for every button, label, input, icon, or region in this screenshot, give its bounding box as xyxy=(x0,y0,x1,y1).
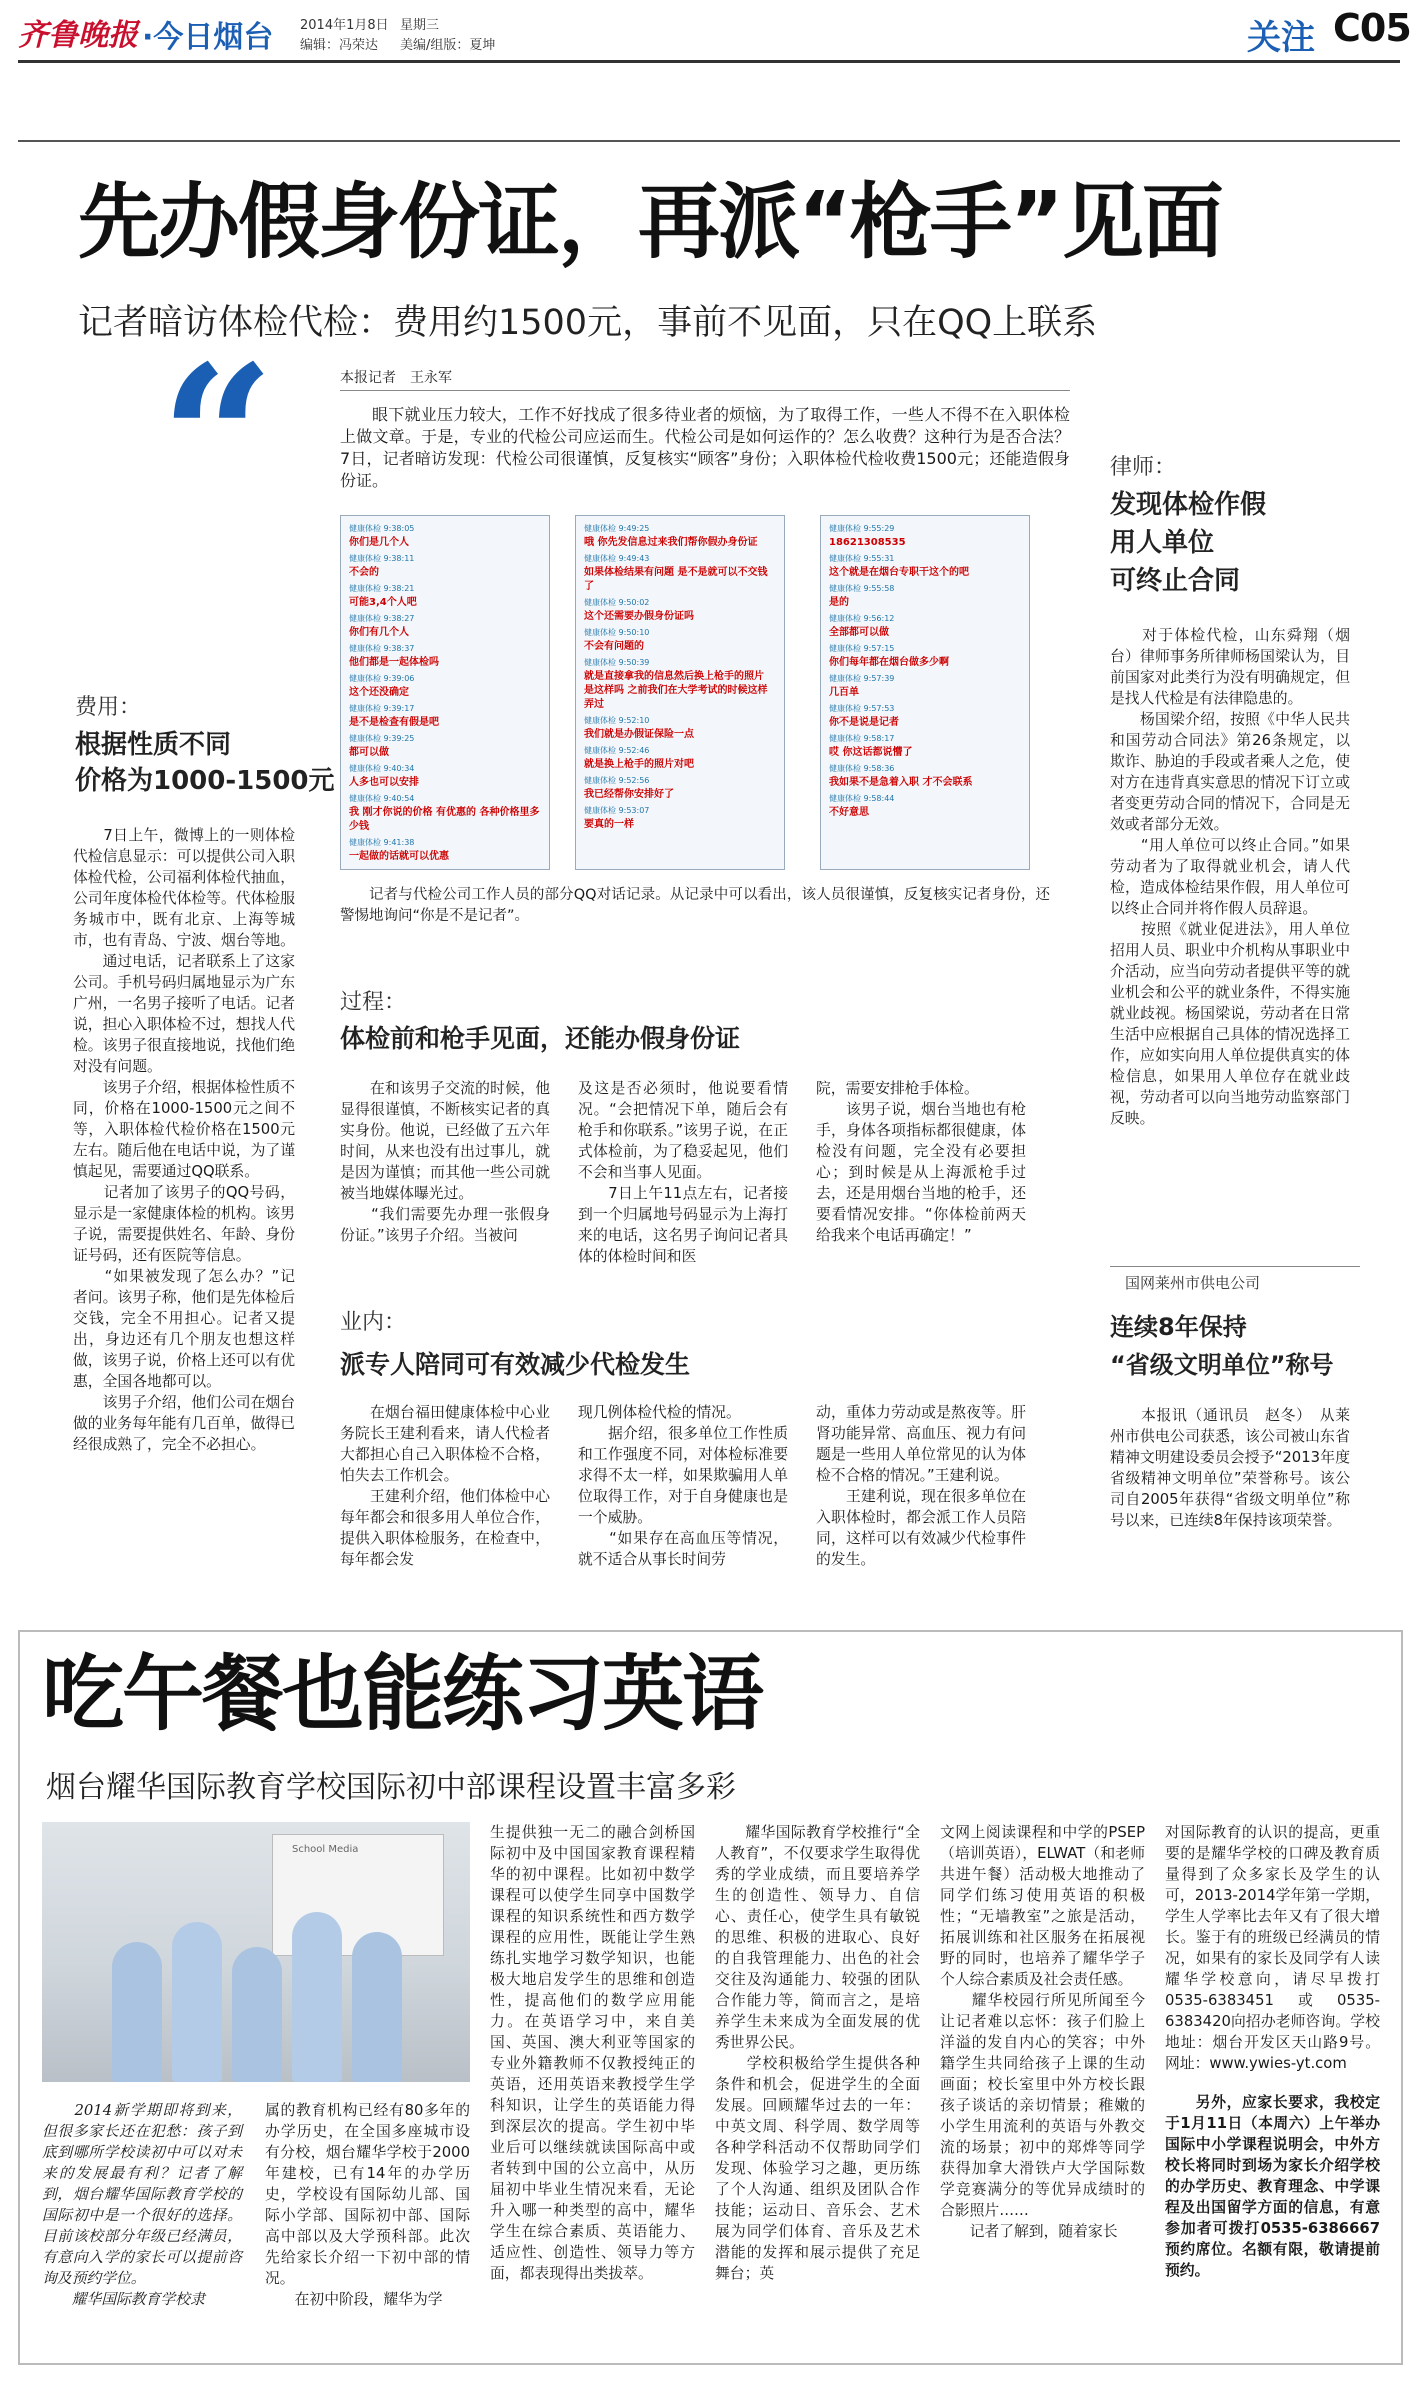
process-title: 体检前和枪手见面，还能办假身份证 xyxy=(340,1024,741,1053)
photo-caption: 记者与代检公司工作人员的部分QQ对话记录。从记录中可以看出，该人员很谨慎，反复核实记者身份，还警惕地询问“你是不是记者”。 xyxy=(340,887,1050,924)
school-col-2: 生提供独一无二的融合剑桥国际初中及中国国家教育课程精华的初中课程。比如初中数学课程可以使学生同享中国数学课程的知识系统性和西方数学课程的应用性，既能让学生熟练扎实地学习数学知识，也能极大地启发学生的思维和创造性，提高他们的数学应用能力。在英语学习中，来自美国、英国、澳大利亚等国家的专业外籍教师不仅教授纯正的英语，还用英语来教授学生学科知识，让学生的英语能力得到深层次的提高。学生初中毕业后可以继续就读国际高中或者转到中国的公立高中，从历届初中毕业生情况来看，无论升入哪一种类型的高中，耀华学生在综合素质、英语能力、适应性、创造性、领导力等方面，都表现得出类拔萃。 xyxy=(490,1824,695,2282)
designer-credit: 美编/组版：夏坤 xyxy=(400,38,496,53)
chat-text: 我已经帮你安排好了 xyxy=(584,789,674,800)
chat-text: 要真的一样 xyxy=(584,819,634,830)
lawyer-text: 对于体检代检，山东舜翔（烟台）律师事务所律师杨国梁认为，目前国家对此类行为没有明确规定，但是找人代检是有法律隐患的。 杨国梁介绍，按照《中华人民共和国劳动合同法》第26条规定，以欺诈、胁迫的手段或者乘人之危，使对方在违背真实意思的情况下订立或者变更劳动合同的情况下，合同是无效或者部分无效。 “用人单位可以终止合同。”如果劳动者为了取得就业机会，请人代检，造成体检结果作假，用人单位可以终止合同并将作假人员辞退。 按照《就业促进法》，用人单位招用人员、职业中介机构从事职业中介活动，应当向劳动者提供平等的就业机会和公平的就业条件，不得实施就业歧视。杨国梁说，劳动者在日常生活中应根据自己具体的情况选择工作，应如实向用人单位提供真实的体检信息，如果用人单位存在就业歧视，劳动者可以向当地劳动监察部门反映。 xyxy=(1110,627,1350,1127)
chat-text: 这个还需要办假身份证吗 xyxy=(584,611,694,622)
chat-text: 人多也可以安排 xyxy=(349,777,419,788)
chat-message xyxy=(349,762,541,790)
chat-sender: 健康体检 9:55:58 xyxy=(829,584,895,593)
student-figure xyxy=(292,1912,342,2082)
byline: 本报记者 王永军 xyxy=(340,370,452,386)
photo-students xyxy=(102,1912,422,2082)
process-col-1: 在和该男子交流的时候，他显得很谨慎，不断核实记者的真实身份。他说，已经做了五六年时间，从来也没有出过事儿，就是因为谨慎；而其他一些公司就被当地媒体曝光过。 “我们需要先办理一张假身份证。”该男子介绍。当被问 xyxy=(340,1080,550,1244)
chat-message xyxy=(349,672,541,700)
chat-message xyxy=(349,836,541,864)
school-col-1b: 属的教育机构已经有80多年的办学历史，在全国多座城市设有分校，烟台耀华学校于2000年建校，已有14年的办学历史，学校设有国际幼儿部、国际小学部、国际初中部、国际高中部以及大学预科部。此次先给家长介绍一下初中部的情况。 在初中阶段，耀华为学 xyxy=(265,2102,470,2308)
chat-sender: 健康体检 9:40:34 xyxy=(349,764,415,773)
chat-sender: 健康体检 9:50:10 xyxy=(584,628,650,637)
chat-text: 几百单 xyxy=(829,687,859,698)
industry-col-1: 在烟台福田健康体检中心业务院长王建利看来，请人代检者大都担心自己入职体检不合格，怕失去工作机会。 王建利介绍，他们体检中心每年都会和很多用人单位合作，提供入职体检服务，在检查中，每年都会发 xyxy=(340,1404,550,1568)
chat-sender: 健康体检 9:49:43 xyxy=(584,554,650,563)
chat-sender: 健康体检 9:39:06 xyxy=(349,674,415,683)
chat-sender: 健康体检 9:50:39 xyxy=(584,658,650,667)
chat-text: 不会的 xyxy=(349,567,379,578)
student-figure xyxy=(172,1922,222,2082)
chat-sender: 健康体检 9:39:17 xyxy=(349,704,415,713)
chat-message xyxy=(829,792,1021,820)
chat-sender: 健康体检 9:50:02 xyxy=(584,598,650,607)
fee-title-line2: 价格为1000-1500元 xyxy=(75,766,335,796)
brief-text: 本报讯（通讯员 赵冬） 从莱州市供电公司获悉，该公司被山东省精神文明建设委员会授予“2013年度省级精神文明单位”荣誉称号。该公司自2005年获得“省级文明单位”称号以来，已连续8年保持该项荣誉。 xyxy=(1110,1407,1350,1529)
chat-message xyxy=(349,792,541,834)
chat-message xyxy=(349,552,541,580)
fee-title-line1: 根据性质不同 xyxy=(75,730,232,760)
brief-rule xyxy=(1110,1266,1360,1267)
lawyer-label: 律师： xyxy=(1110,455,1177,480)
chat-screenshot-2 xyxy=(575,515,785,870)
chat-sender: 健康体检 9:58:36 xyxy=(829,764,895,773)
brief-title-line2: “省级文明单位”称号 xyxy=(1110,1351,1334,1379)
chat-sender: 健康体检 9:38:37 xyxy=(349,644,415,653)
chat-text: 你们有几个人 xyxy=(349,627,409,638)
process-col-2: 及这是否必须时，他说要看情况。“会把情况下单，随后会有枪手和你联系。”该男子说，在正式体检前，为了稳妥起见，他们不会和当事人见面。 7日上午11点左右，记者接到一个归属地号码显示为上海打来的电话，这名男子询问记者具体的体检时间和医 xyxy=(578,1080,788,1265)
chat-text: 我 刚才你说的价格 有优惠的 各种价格里多少钱 xyxy=(349,807,540,832)
subheadline: 记者暗访体检代检：费用约1500元，事前不见面，只在QQ上联系 xyxy=(78,303,1098,343)
chat-text: 可能3,4个人吧 xyxy=(349,597,417,608)
student-figure xyxy=(352,1932,402,2082)
chat-text: 一起做的话就可以优惠 xyxy=(349,851,449,862)
chat-message xyxy=(584,596,776,624)
chat-message xyxy=(829,522,1021,550)
chat-sender: 健康体检 9:57:39 xyxy=(829,674,895,683)
chat-text: 全部都可以做 xyxy=(829,627,889,638)
chat-text: 不会有问题的 xyxy=(584,641,644,652)
chat-message xyxy=(584,804,776,832)
chat-text: 就是直接拿我的信息然后换上枪手的照片 是这样吗 之前我们在大学考试的时候这样弄过 xyxy=(584,671,768,710)
chat-sender: 健康体检 9:56:12 xyxy=(829,614,895,623)
chat-message xyxy=(584,656,776,712)
school-col-3: 耀华国际教育学校推行“全人教育”，不仅要求学生取得优秀的学业成绩，而且要培养学生的创造性、领导力、自信心、责任心，使学生具有敏锐的思维、积极的进取心、良好的自我管理能力、出色的社会交往及沟通能力、较强的团队合作能力等，简而言之，是培养学生未来成为全面发展的优秀世界公民。 学校积极给学生提供各种条件和机会，促进学生的全面发展。回顾耀华过去的一年：中英文周、科学周、数学周等各种学科活动不仅帮助同学们发现、体验学习之趣，更历练了个人沟通、组织及团队合作技能；运动日、音乐会、艺术展为同学们体育、音乐及艺术潜能的发挥和展示提供了充足舞台；英 xyxy=(715,1824,920,2282)
lead-paragraph: 眼下就业压力较大，工作不好找成了很多待业者的烦恼，为了取得工作，一些人不得不在入职体检上做文章。于是，专业的代检公司应运而生。代检公司是如何运作的？怎么收费？这种行为是否合法？7日，记者暗访发现：代检公司很谨慎，反复核实“顾客”身份；入职体检代检收费1500元；还能造假身份证。 xyxy=(340,405,1070,490)
chat-sender: 健康体检 9:58:17 xyxy=(829,734,895,743)
chat-sender: 健康体检 9:55:31 xyxy=(829,554,895,563)
lawyer-title-line1: 发现体检作假 xyxy=(1110,490,1267,520)
photo-sign-text: School Media xyxy=(292,1844,359,1855)
brief-org: 国网莱州市供电公司 xyxy=(1125,1274,1261,1292)
chat-text: 哎 你这话都说懵了 xyxy=(829,747,913,758)
chat-sender: 健康体检 9:38:05 xyxy=(349,524,415,533)
process-label: 过程： xyxy=(340,990,407,1015)
chat-sender: 健康体检 9:58:44 xyxy=(829,794,895,803)
student-figure xyxy=(112,1942,162,2082)
column-name: 关注 xyxy=(1247,18,1315,58)
brief-title-line1: 连续8年保持 xyxy=(1110,1313,1247,1341)
quote-mark: “ xyxy=(160,322,276,557)
section-name: ·今日烟台 xyxy=(142,20,274,55)
lawyer-title-line2: 用人单位 xyxy=(1110,528,1215,558)
fee-label: 费用： xyxy=(75,695,142,720)
lawyer-title-line3: 可终止合同 xyxy=(1110,566,1241,596)
byline-rule xyxy=(340,390,1070,391)
chat-sender: 健康体检 9:49:25 xyxy=(584,524,650,533)
process-col-3: 院，需要安排枪手体检。 该男子说，烟台当地也有枪手，身体各项指标都很健康，体检没有问题，完全没有必要担心；到时候是从上海派枪手过去，还是用烟台当地的枪手，还要看情况安排。“你体检前两天给我来个电话再确定！” xyxy=(816,1080,1026,1244)
chat-message xyxy=(829,552,1021,580)
school-col-5b: 另外，应家长要求，我校定于1月11日（本周六）上午举办国际中小学课程说明会，中外方校长将同时到场为家长介绍学校的办学历史、教育理念、中学课程及出国留学方面的信息，有意参加者可拨打0535-6386667预约席位。名额有限，敬请提前预约。 xyxy=(1165,2094,1380,2279)
chat-text: 是不是检查有假是吧 xyxy=(349,717,439,728)
chat-text: 18621308535 xyxy=(829,537,906,548)
chat-text: 你不是说是记者 xyxy=(829,717,899,728)
fee-text: 7日上午，微博上的一则体检代检信息显示：可以提供公司入职体检代检，公司福利体检代抽血，公司年度体检代体检等。代体检服务城市中，既有北京、上海等城市，也有青岛、宁波、烟台等地。 通过电话，记者联系上了这家公司。手机号码归属地显示为广东广州，一名男子接听了电话。记者说，担心入职体检不过，想找人代检。该男子很直接地说，找他们绝对没有问题。 该男子介绍，根据体检性质不同，价格在1000-1500元之间不等，入职体检代检价格在1500元左右。随后他在电话中说，为了谨慎起见，需要通过QQ联系。 记者加了该男子的QQ号码，显示是一家健康体检的机构。该男子说，需要提供姓名、年龄、身份证号码，还有医院等信息。 “如果被发现了怎么办？”记者问。该男子称，他们是先体检后交钱，完全不用担心。记者又提出，身边还有几个朋友也想这样做，该男子说，价格上还可以有优惠，全国各地都可以。 该男子介绍，他们公司在烟台做的业务每年能有几百单，做得已经很成熟了，完全不必担心。 xyxy=(73,827,295,1453)
masthead-rule xyxy=(18,60,1400,63)
chat-text: 我如果不是急着入职 才不会联系 xyxy=(829,777,973,788)
chat-message xyxy=(829,672,1021,700)
chat-message xyxy=(829,762,1021,790)
chat-message xyxy=(584,744,776,772)
industry-col-3: 动，重体力劳动或是熬夜等。肝肾功能异常、高血压、视力有问题是一些用人单位常见的认为体检不合格的情况。”王建利说。 王建利说，现在很多单位在入职体检时，都会派工作人员陪同，这样可以有效减少代检事件的发生。 xyxy=(816,1404,1026,1568)
chat-text: 他们都是一起体检吗 xyxy=(349,657,439,668)
chat-screenshot-1 xyxy=(340,515,550,870)
chat-message xyxy=(584,714,776,742)
chat-message xyxy=(349,522,541,550)
chat-sender: 健康体检 9:52:10 xyxy=(584,716,650,725)
chat-text: 是的 xyxy=(829,597,849,608)
chat-sender: 健康体检 9:38:11 xyxy=(349,554,415,563)
chat-sender: 健康体检 9:38:21 xyxy=(349,584,415,593)
chat-message xyxy=(349,612,541,640)
page-number: C05 xyxy=(1333,6,1411,50)
industry-title: 派专人陪同可有效减少代检发生 xyxy=(340,1350,691,1379)
chat-message xyxy=(584,626,776,654)
school-col-1a: 2014新学期即将到来，但很多家长还在犯愁：孩子到底到哪所学校读初中可以对未来的发展最有利？记者了解到，烟台耀华国际教育学校的国际初中是一个很好的选择。目前该校部分年级已经满员，有意向入学的家长可以提前咨询及预约学位。 耀华国际教育学校隶 xyxy=(42,2102,242,2308)
chat-message xyxy=(584,522,776,550)
editor-credit: 编辑：冯荣达 xyxy=(300,38,379,53)
chat-sender: 健康体检 9:38:27 xyxy=(349,614,415,623)
chat-sender: 健康体检 9:53:07 xyxy=(584,806,650,815)
school-col-5a: 对国际教育的认识的提高，更重要的是耀华学校的口碑及教育质量得到了众多家长及学生的认可，2013-2014学年第一学期，学生人学率比去年又有了很大增长。鉴于有的班级已经满员的情况，如果有的家长及同学有人读耀华学校意向，请尽早拨打0535-6383451或0535-6383420向招办老师咨询。学校地址：烟台开发区天山路9号。网址：www.ywies-yt.com xyxy=(1165,1824,1380,2072)
industry-col-2: 现几例体检代检的情况。 据介绍，很多单位工作性质和工作强度不同，对体检标准要求得不太一样，如果欺骗用人单位取得工作，对于自身健康也是一个威胁。 “如果存在高血压等情况，就不适合从事长时间劳 xyxy=(578,1404,788,1568)
chat-message xyxy=(829,642,1021,670)
industry-label: 业内： xyxy=(340,1310,407,1335)
headline: 先办假身份证，再派“枪手”见面 xyxy=(78,175,1222,270)
chat-sender: 健康体检 9:57:53 xyxy=(829,704,895,713)
chat-sender: 健康体检 9:41:38 xyxy=(349,838,415,847)
student-figure xyxy=(232,1947,282,2082)
chat-message xyxy=(349,642,541,670)
story-top-rule xyxy=(18,140,1400,142)
chat-message xyxy=(829,702,1021,730)
chat-message xyxy=(349,702,541,730)
school-photo xyxy=(42,1822,470,2082)
chat-sender: 健康体检 9:52:46 xyxy=(584,746,650,755)
chat-message xyxy=(349,732,541,760)
chat-message xyxy=(349,582,541,610)
chat-text: 哦 你先发信息过来我们帮你假办身份证 xyxy=(584,537,758,548)
chat-text: 你们是几个人 xyxy=(349,537,409,548)
newspaper-logo: 齐鲁晚报 xyxy=(18,18,138,53)
school-col-4: 文网上阅读课程和中学的PSEP（培训英语），ELWAT（和老师共进午餐）活动极大地推动了同学们练习使用英语的积极性；“无墙教室”之旅是活动，拓展训练和社区服务在拓展视野的同时，也培养了耀华学子个人综合素质及社会责任感。 耀华校园行所见所闻至今让记者难以忘怀：孩子们脸上洋溢的发自内心的笑容；中外籍学生共同给孩子上课的生动画面；校长室里中外方校长跟孩子谈话的亲切情景；稚嫩的小学生用流利的英语与外教交流的场景；初中的郑烨等同学获得加拿大滑铁卢大学国际数学竞赛满分的等优异成绩时的合影照片…… 记者了解到，随着家长 xyxy=(940,1824,1145,2240)
issue-weekday: 星期三 xyxy=(400,18,440,33)
school-headline: 吃午餐也能练习英语 xyxy=(42,1647,763,1742)
chat-message xyxy=(829,582,1021,610)
chat-text: 我们就是办假证保险一点 xyxy=(584,729,694,740)
chat-text: 你们每年都在烟台做多少啊 xyxy=(829,657,949,668)
chat-text: 这个还没确定 xyxy=(349,687,409,698)
chat-sender: 健康体检 9:40:54 xyxy=(349,794,415,803)
school-subheadline: 烟台耀华国际教育学校国际初中部课程设置丰富多彩 xyxy=(46,1770,736,1805)
chat-message xyxy=(829,612,1021,640)
chat-message xyxy=(584,552,776,594)
chat-sender: 健康体检 9:55:29 xyxy=(829,524,895,533)
chat-text: 就是换上枪手的照片对吧 xyxy=(584,759,694,770)
chat-message xyxy=(829,732,1021,760)
chat-sender: 健康体检 9:52:56 xyxy=(584,776,650,785)
chat-sender: 健康体检 9:57:15 xyxy=(829,644,895,653)
chat-sender: 健康体检 9:39:25 xyxy=(349,734,415,743)
chat-text: 这个就是在烟台专职干这个的吧 xyxy=(829,567,969,578)
chat-message xyxy=(584,774,776,802)
chat-text: 不好意思 xyxy=(829,807,869,818)
chat-text: 如果体检结果有问题 是不是就可以不交钱了 xyxy=(584,567,768,592)
chat-text: 都可以做 xyxy=(349,747,389,758)
issue-date: 2014年1月8日 xyxy=(300,18,389,33)
chat-screenshot-3 xyxy=(820,515,1030,870)
